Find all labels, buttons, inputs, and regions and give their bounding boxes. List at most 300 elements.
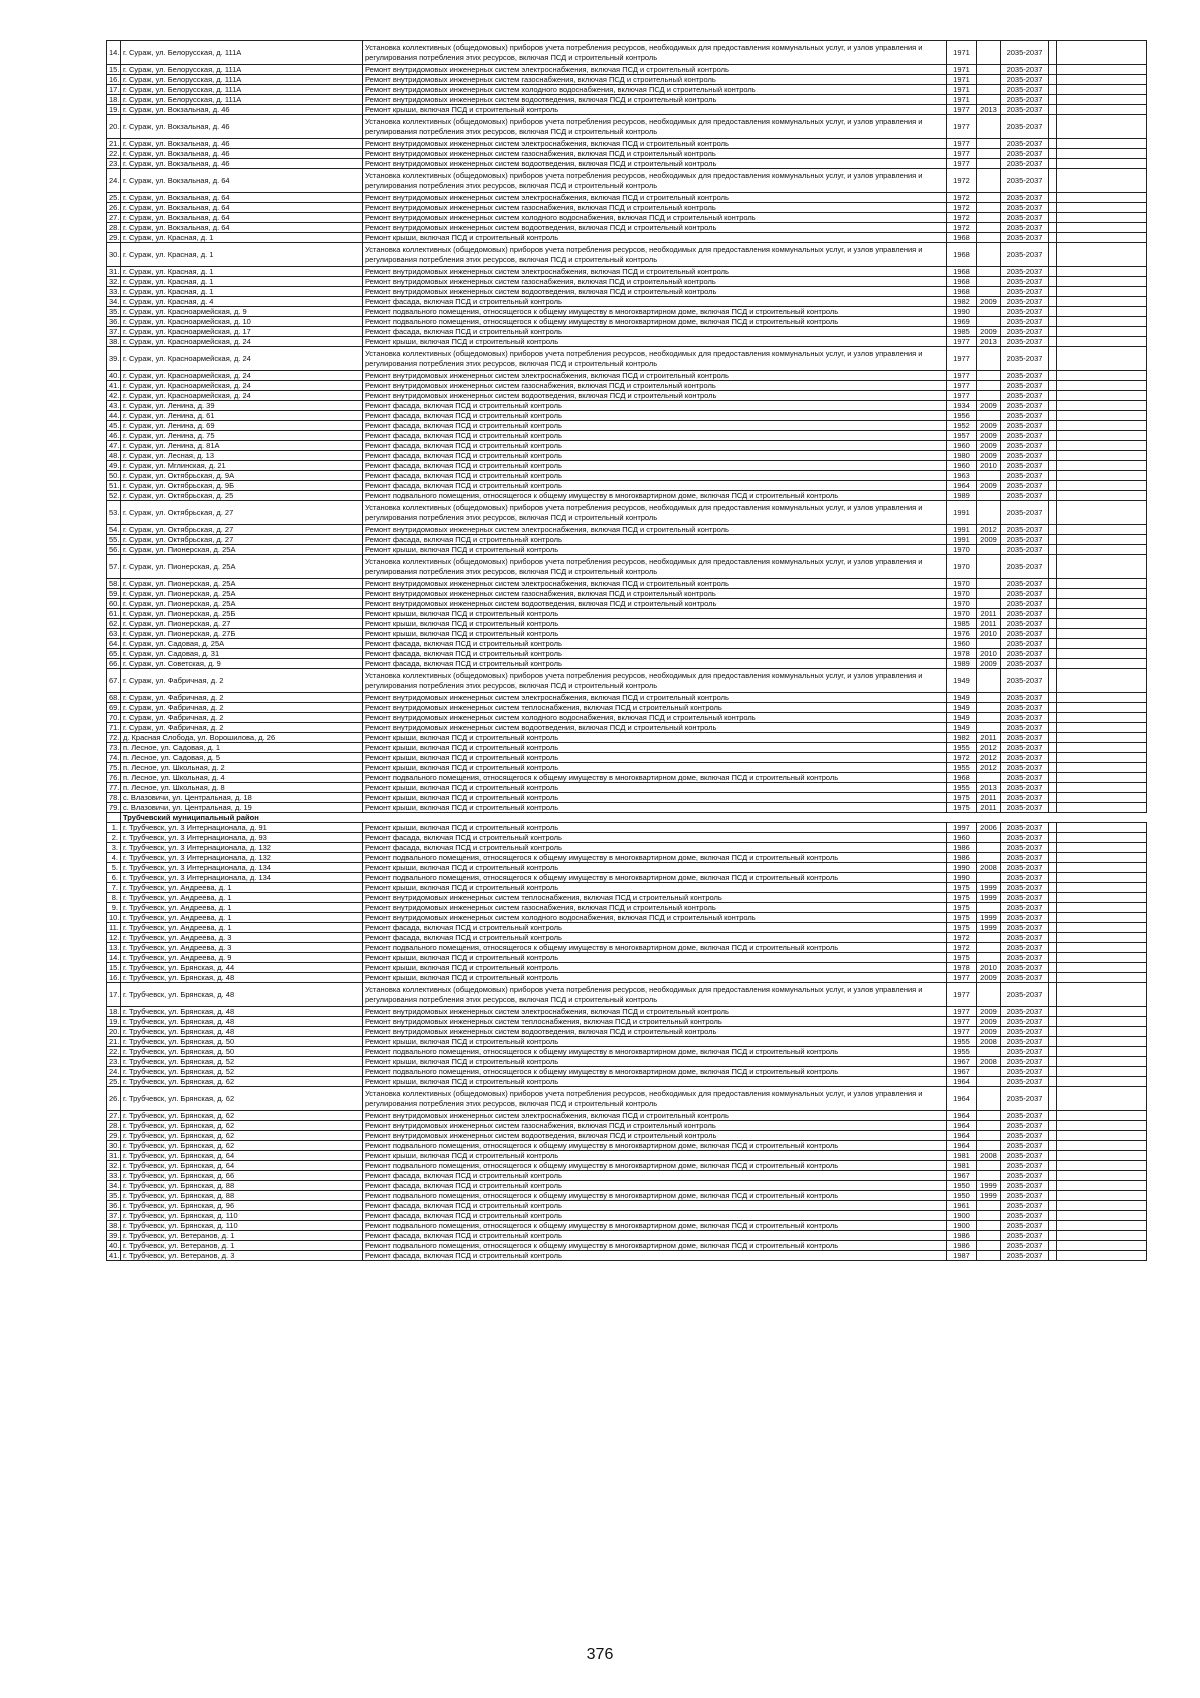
spacer-cell	[1049, 441, 1057, 451]
row-number: 70.	[107, 713, 121, 723]
table-row	[107, 713, 1147, 723]
row-number: 32.	[107, 277, 121, 287]
address-cell: г. Сураж, ул. Октябрьская, д. 25	[121, 491, 363, 501]
spacer-cell	[1049, 555, 1057, 579]
planned-period-cell: 2035-2037	[1001, 535, 1049, 545]
blank-cell	[1057, 953, 1147, 963]
last-repair-year-cell	[977, 953, 1001, 963]
spacer-cell	[1049, 75, 1057, 85]
row-number: 2.	[107, 833, 121, 843]
planned-period-cell: 2035-2037	[1001, 649, 1049, 659]
blank-cell	[1057, 193, 1147, 203]
work-type-cell: Ремонт внутридомовых инженерных систем холодного водоснабжения, включая ПСД и строительный контроль	[363, 913, 947, 923]
work-type-cell: Ремонт подвального помещения, относящегося к общему имуществу в многоквартирном доме, включая ПСД и строительный контроль	[363, 1067, 947, 1077]
year-built-cell: 1981	[947, 1161, 977, 1171]
work-type-cell: Ремонт подвального помещения, относящегося к общему имуществу в многоквартирном доме, включая ПСД и строительный контроль	[363, 1241, 947, 1251]
address-cell: г. Трубчевск, ул. Брянская, д. 96	[121, 1201, 363, 1211]
blank-cell	[1057, 1037, 1147, 1047]
blank-cell	[1057, 1131, 1147, 1141]
blank-cell	[1057, 833, 1147, 843]
address-cell: г. Сураж, ул. Пионерская, д. 25А	[121, 545, 363, 555]
last-repair-year-cell	[977, 307, 1001, 317]
address-cell: г. Сураж, ул. Советская, д. 9	[121, 659, 363, 669]
blank-cell	[1057, 629, 1147, 639]
planned-period-cell: 2035-2037	[1001, 589, 1049, 599]
last-repair-year-cell	[977, 115, 1001, 139]
blank-cell	[1057, 41, 1147, 65]
planned-period-cell: 2035-2037	[1001, 833, 1049, 843]
spacer-cell	[1049, 149, 1057, 159]
blank-cell	[1057, 451, 1147, 461]
last-repair-year-cell	[977, 1067, 1001, 1077]
planned-period-cell: 2035-2037	[1001, 1241, 1049, 1251]
address-cell: г. Сураж, ул. Белорусская, д. 111А	[121, 95, 363, 105]
blank-cell	[1057, 763, 1147, 773]
work-type-cell: Ремонт внутридомовых инженерных систем холодного водоснабжения, включая ПСД и строительный контроль	[363, 713, 947, 723]
last-repair-year-cell: 1999	[977, 883, 1001, 893]
address-cell: г. Трубчевск, ул. Брянская, д. 88	[121, 1191, 363, 1201]
blank-cell	[1057, 243, 1147, 267]
address-cell: г. Трубчевск, ул. Брянская, д. 62	[121, 1087, 363, 1111]
last-repair-year-cell: 2010	[977, 649, 1001, 659]
row-number: 39.	[107, 347, 121, 371]
blank-cell	[1057, 431, 1147, 441]
planned-period-cell: 2035-2037	[1001, 287, 1049, 297]
row-number: 65.	[107, 649, 121, 659]
work-type-cell: Ремонт фасада, включая ПСД и строительный контроль	[363, 297, 947, 307]
blank-cell	[1057, 933, 1147, 943]
work-type-cell: Ремонт фасада, включая ПСД и строительный контроль	[363, 1171, 947, 1181]
row-number: 14.	[107, 953, 121, 963]
row-number: 3.	[107, 843, 121, 853]
planned-period-cell: 2035-2037	[1001, 579, 1049, 589]
blank-cell	[1057, 753, 1147, 763]
spacer-cell	[1049, 883, 1057, 893]
last-repair-year-cell: 2012	[977, 525, 1001, 535]
address-cell: г. Трубчевск, ул. Брянская, д. 48	[121, 1007, 363, 1017]
year-built-cell: 1975	[947, 903, 977, 913]
spacer-cell	[1049, 973, 1057, 983]
row-number: 49.	[107, 461, 121, 471]
spacer-cell	[1049, 1027, 1057, 1037]
spacer-cell	[1049, 913, 1057, 923]
table-row	[107, 619, 1147, 629]
row-number: 19.	[107, 1017, 121, 1027]
year-built-cell: 1991	[947, 525, 977, 535]
blank-cell	[1057, 733, 1147, 743]
blank-cell	[1057, 1027, 1147, 1037]
last-repair-year-cell: 1999	[977, 923, 1001, 933]
planned-period-cell: 2035-2037	[1001, 95, 1049, 105]
year-built-cell: 1972	[947, 203, 977, 213]
address-cell: г. Трубчевск, ул. Брянская, д. 64	[121, 1161, 363, 1171]
work-type-cell: Ремонт подвального помещения, относящегося к общему имуществу в многоквартирном доме, включая ПСД и строительный контроль	[363, 317, 947, 327]
address-cell: г. Трубчевск, ул. Андреева, д. 3	[121, 943, 363, 953]
spacer-cell	[1049, 471, 1057, 481]
address-cell: г. Сураж, ул. Вокзальная, д. 46	[121, 115, 363, 139]
spacer-cell	[1049, 193, 1057, 203]
district-name: Трубчевский муниципальный район	[121, 813, 1147, 823]
address-cell: п. Лесное, ул. Школьная, д. 2	[121, 763, 363, 773]
planned-period-cell: 2035-2037	[1001, 1027, 1049, 1037]
planned-period-cell: 2035-2037	[1001, 983, 1049, 1007]
last-repair-year-cell: 2010	[977, 461, 1001, 471]
address-cell: г. Сураж, ул. Пионерская, д. 27	[121, 619, 363, 629]
year-built-cell: 1952	[947, 421, 977, 431]
address-cell: г. Трубчевск, ул. Брянская, д. 48	[121, 1027, 363, 1037]
table-row	[107, 525, 1147, 535]
spacer-cell	[1049, 327, 1057, 337]
blank-cell	[1057, 1047, 1147, 1057]
row-number: 35.	[107, 1191, 121, 1201]
year-built-cell: 1991	[947, 501, 977, 525]
year-built-cell: 1972	[947, 753, 977, 763]
address-cell: г. Трубчевск, ул. Брянская, д. 52	[121, 1057, 363, 1067]
blank-cell	[1057, 873, 1147, 883]
last-repair-year-cell	[977, 545, 1001, 555]
address-cell: г. Сураж, ул. Ленина, д. 75	[121, 431, 363, 441]
row-number: 25.	[107, 1077, 121, 1087]
spacer-cell	[1049, 461, 1057, 471]
blank-cell	[1057, 267, 1147, 277]
planned-period-cell: 2035-2037	[1001, 783, 1049, 793]
spacer-cell	[1049, 307, 1057, 317]
table-row	[107, 535, 1147, 545]
blank-cell	[1057, 381, 1147, 391]
work-type-cell: Ремонт крыши, включая ПСД и строительный контроль	[363, 609, 947, 619]
table-row	[107, 923, 1147, 933]
year-built-cell: 1977	[947, 1027, 977, 1037]
last-repair-year-cell	[977, 213, 1001, 223]
planned-period-cell: 2035-2037	[1001, 1037, 1049, 1047]
work-type-cell: Ремонт внутридомовых инженерных систем газоснабжения, включая ПСД и строительный контроль	[363, 1121, 947, 1131]
blank-cell	[1057, 149, 1147, 159]
address-cell: г. Трубчевск, ул. Брянская, д. 48	[121, 1017, 363, 1027]
address-cell: г. Трубчевск, ул. Андреева, д. 1	[121, 913, 363, 923]
address-cell: г. Сураж, ул. Красная, д. 1	[121, 243, 363, 267]
blank-cell	[1057, 337, 1147, 347]
blank-cell	[1057, 317, 1147, 327]
last-repair-year-cell: 2011	[977, 733, 1001, 743]
year-built-cell: 1982	[947, 733, 977, 743]
page-number: 376	[586, 1646, 614, 1663]
planned-period-cell: 2035-2037	[1001, 843, 1049, 853]
year-built-cell: 1968	[947, 267, 977, 277]
table-row	[107, 193, 1147, 203]
table-row	[107, 1141, 1147, 1151]
table-row	[107, 451, 1147, 461]
address-cell: г. Сураж, ул. Фабричная, д. 2	[121, 723, 363, 733]
last-repair-year-cell	[977, 75, 1001, 85]
planned-period-cell: 2035-2037	[1001, 1151, 1049, 1161]
last-repair-year-cell	[977, 669, 1001, 693]
address-cell: г. Сураж, ул. Октябрьская, д. 9Б	[121, 481, 363, 491]
last-repair-year-cell	[977, 723, 1001, 733]
work-type-cell: Ремонт крыши, включая ПСД и строительный контроль	[363, 545, 947, 555]
blank-cell	[1057, 923, 1147, 933]
row-number: 21.	[107, 139, 121, 149]
table-row	[107, 703, 1147, 713]
row-number: 27.	[107, 1111, 121, 1121]
year-built-cell: 1977	[947, 381, 977, 391]
last-repair-year-cell: 2008	[977, 863, 1001, 873]
last-repair-year-cell: 2006	[977, 823, 1001, 833]
year-built-cell: 1975	[947, 953, 977, 963]
planned-period-cell: 2035-2037	[1001, 1057, 1049, 1067]
work-type-cell: Ремонт фасада, включая ПСД и строительный контроль	[363, 421, 947, 431]
address-cell: г. Сураж, ул. Ленина, д. 81А	[121, 441, 363, 451]
blank-cell	[1057, 1111, 1147, 1121]
planned-period-cell: 2035-2037	[1001, 1191, 1049, 1201]
blank-cell	[1057, 1151, 1147, 1161]
planned-period-cell: 2035-2037	[1001, 391, 1049, 401]
last-repair-year-cell: 2013	[977, 783, 1001, 793]
work-type-cell: Ремонт подвального помещения, относящегося к общему имуществу в многоквартирном доме, включая ПСД и строительный контроль	[363, 773, 947, 783]
blank-cell	[1057, 233, 1147, 243]
table-row	[107, 1221, 1147, 1231]
table-row	[107, 95, 1147, 105]
row-number: 16.	[107, 75, 121, 85]
address-cell: г. Сураж, ул. Красноармейская, д. 24	[121, 371, 363, 381]
work-type-cell: Ремонт фасада, включая ПСД и строительный контроль	[363, 1211, 947, 1221]
last-repair-year-cell: 2011	[977, 609, 1001, 619]
address-cell: г. Сураж, ул. Ленина, д. 69	[121, 421, 363, 431]
spacer-cell	[1049, 1221, 1057, 1231]
table-row	[107, 1171, 1147, 1181]
last-repair-year-cell	[977, 169, 1001, 193]
planned-period-cell: 2035-2037	[1001, 733, 1049, 743]
blank-cell	[1057, 1171, 1147, 1181]
work-type-cell: Ремонт внутридомовых инженерных систем теплоснабжения, включая ПСД и строительный контроль	[363, 893, 947, 903]
table-row	[107, 873, 1147, 883]
spacer-cell	[1049, 391, 1057, 401]
planned-period-cell: 2035-2037	[1001, 41, 1049, 65]
spacer-cell	[1049, 267, 1057, 277]
year-built-cell: 1972	[947, 213, 977, 223]
planned-period-cell: 2035-2037	[1001, 1181, 1049, 1191]
work-type-cell: Ремонт внутридомовых инженерных систем газоснабжения, включая ПСД и строительный контроль	[363, 75, 947, 85]
table-row	[107, 659, 1147, 669]
blank-cell	[1057, 903, 1147, 913]
address-cell: г. Сураж, ул. Октябрьская, д. 27	[121, 525, 363, 535]
planned-period-cell: 2035-2037	[1001, 297, 1049, 307]
row-number: 39.	[107, 1231, 121, 1241]
table-row	[107, 843, 1147, 853]
address-cell: г. Сураж, ул. Пионерская, д. 25Б	[121, 609, 363, 619]
planned-period-cell: 2035-2037	[1001, 159, 1049, 169]
planned-period-cell: 2035-2037	[1001, 277, 1049, 287]
row-number: 29.	[107, 1131, 121, 1141]
year-built-cell: 1964	[947, 1131, 977, 1141]
planned-period-cell: 2035-2037	[1001, 317, 1049, 327]
blank-cell	[1057, 693, 1147, 703]
table-row	[107, 933, 1147, 943]
row-number: 63.	[107, 629, 121, 639]
row-number: 36.	[107, 317, 121, 327]
row-number: 54.	[107, 525, 121, 535]
last-repair-year-cell	[977, 277, 1001, 287]
year-built-cell: 1986	[947, 843, 977, 853]
year-built-cell: 1971	[947, 75, 977, 85]
last-repair-year-cell	[977, 589, 1001, 599]
year-built-cell: 1980	[947, 451, 977, 461]
spacer-cell	[1049, 545, 1057, 555]
address-cell: г. Сураж, ул. Вокзальная, д. 64	[121, 203, 363, 213]
planned-period-cell: 2035-2037	[1001, 1047, 1049, 1057]
work-type-cell: Ремонт фасада, включая ПСД и строительный контроль	[363, 1201, 947, 1211]
planned-period-cell: 2035-2037	[1001, 193, 1049, 203]
table-row	[107, 823, 1147, 833]
work-type-cell: Ремонт фасада, включая ПСД и строительный контроль	[363, 401, 947, 411]
row-number: 37.	[107, 1211, 121, 1221]
blank-cell	[1057, 649, 1147, 659]
year-built-cell: 1960	[947, 639, 977, 649]
table-row	[107, 223, 1147, 233]
spacer-cell	[1049, 115, 1057, 139]
district-header-spacer	[107, 813, 121, 823]
table-row	[107, 115, 1147, 139]
year-built-cell: 1964	[947, 1077, 977, 1087]
row-number: 33.	[107, 287, 121, 297]
address-cell: г. Сураж, ул. Пионерская, д. 25А	[121, 555, 363, 579]
planned-period-cell: 2035-2037	[1001, 1221, 1049, 1231]
last-repair-year-cell	[977, 1047, 1001, 1057]
work-type-cell: Установка коллективных (общедомовых) приборов учета потребления ресурсов, необходимых для предоставления коммунальных услуг, и узлов управления и регулирования потребления этих ресурсов, включая ПСД и строительный контроль	[363, 555, 947, 579]
work-type-cell: Ремонт подвального помещения, относящегося к общему имуществу в многоквартирном доме, включая ПСД и строительный контроль	[363, 943, 947, 953]
planned-period-cell: 2035-2037	[1001, 481, 1049, 491]
row-number: 46.	[107, 431, 121, 441]
work-type-cell: Установка коллективных (общедомовых) приборов учета потребления ресурсов, необходимых для предоставления коммунальных услуг, и узлов управления и регулирования потребления этих ресурсов, включая ПСД и строительный контроль	[363, 169, 947, 193]
year-built-cell: 1964	[947, 481, 977, 491]
spacer-cell	[1049, 1201, 1057, 1211]
blank-cell	[1057, 973, 1147, 983]
year-built-cell: 1975	[947, 803, 977, 813]
row-number: 6.	[107, 873, 121, 883]
spacer-cell	[1049, 233, 1057, 243]
address-cell: д. Красная Слобода, ул. Ворошилова, д. 26	[121, 733, 363, 743]
spacer-cell	[1049, 733, 1057, 743]
table-row	[107, 793, 1147, 803]
address-cell: г. Трубчевск, ул. Брянская, д. 62	[121, 1141, 363, 1151]
address-cell: г. Трубчевск, ул. Брянская, д. 88	[121, 1181, 363, 1191]
year-built-cell: 1967	[947, 1057, 977, 1067]
table-row	[107, 1037, 1147, 1047]
address-cell: г. Сураж, ул. Красноармейская, д. 9	[121, 307, 363, 317]
address-cell: г. Сураж, ул. Фабричная, д. 2	[121, 693, 363, 703]
blank-cell	[1057, 481, 1147, 491]
last-repair-year-cell	[977, 1161, 1001, 1171]
spacer-cell	[1049, 743, 1057, 753]
row-number: 75.	[107, 763, 121, 773]
row-number: 10.	[107, 913, 121, 923]
address-cell: г. Сураж, ул. Октябрьская, д. 27	[121, 535, 363, 545]
work-type-cell: Ремонт фасада, включая ПСД и строительный контроль	[363, 923, 947, 933]
year-built-cell: 1987	[947, 1251, 977, 1261]
blank-cell	[1057, 535, 1147, 545]
row-number: 64.	[107, 639, 121, 649]
table-row	[107, 669, 1147, 693]
year-built-cell: 1986	[947, 853, 977, 863]
work-type-cell: Ремонт крыши, включая ПСД и строительный контроль	[363, 823, 947, 833]
year-built-cell: 1964	[947, 1121, 977, 1131]
blank-cell	[1057, 1007, 1147, 1017]
work-type-cell: Ремонт фасада, включая ПСД и строительный контроль	[363, 1251, 947, 1261]
year-built-cell: 1977	[947, 391, 977, 401]
row-number: 34.	[107, 297, 121, 307]
blank-cell	[1057, 783, 1147, 793]
row-number: 56.	[107, 545, 121, 555]
spacer-cell	[1049, 525, 1057, 535]
blank-cell	[1057, 411, 1147, 421]
table-row	[107, 983, 1147, 1007]
spacer-cell	[1049, 703, 1057, 713]
planned-period-cell: 2035-2037	[1001, 491, 1049, 501]
work-type-cell: Установка коллективных (общедомовых) приборов учета потребления ресурсов, необходимых для предоставления коммунальных услуг, и узлов управления и регулирования потребления этих ресурсов, включая ПСД и строительный контроль	[363, 669, 947, 693]
last-repair-year-cell	[977, 1231, 1001, 1241]
spacer-cell	[1049, 1057, 1057, 1067]
work-type-cell: Ремонт крыши, включая ПСД и строительный контроль	[363, 883, 947, 893]
address-cell: г. Сураж, ул. Красноармейская, д. 10	[121, 317, 363, 327]
table-row	[107, 371, 1147, 381]
planned-period-cell: 2035-2037	[1001, 233, 1049, 243]
planned-period-cell: 2035-2037	[1001, 883, 1049, 893]
row-number: 19.	[107, 105, 121, 115]
planned-period-cell: 2035-2037	[1001, 1171, 1049, 1181]
table-row	[107, 381, 1147, 391]
address-cell: г. Трубчевск, ул. Брянская, д. 50	[121, 1047, 363, 1057]
planned-period-cell: 2035-2037	[1001, 793, 1049, 803]
spacer-cell	[1049, 371, 1057, 381]
spacer-cell	[1049, 1077, 1057, 1087]
table-row	[107, 953, 1147, 963]
planned-period-cell: 2035-2037	[1001, 873, 1049, 883]
spacer-cell	[1049, 763, 1057, 773]
address-cell: г. Сураж, ул. Красная, д. 1	[121, 277, 363, 287]
last-repair-year-cell	[977, 41, 1001, 65]
spacer-cell	[1049, 773, 1057, 783]
row-number: 40.	[107, 371, 121, 381]
work-type-cell: Ремонт внутридомовых инженерных систем электроснабжения, включая ПСД и строительный контроль	[363, 371, 947, 381]
spacer-cell	[1049, 297, 1057, 307]
spacer-cell	[1049, 923, 1057, 933]
row-number: 34.	[107, 1181, 121, 1191]
table-row	[107, 481, 1147, 491]
blank-cell	[1057, 95, 1147, 105]
blank-cell	[1057, 1211, 1147, 1221]
planned-period-cell: 2035-2037	[1001, 773, 1049, 783]
planned-period-cell: 2035-2037	[1001, 903, 1049, 913]
row-number: 41.	[107, 1251, 121, 1261]
planned-period-cell: 2035-2037	[1001, 347, 1049, 371]
planned-period-cell: 2035-2037	[1001, 743, 1049, 753]
work-type-cell: Ремонт подвального помещения, относящегося к общему имуществу в многоквартирном доме, включая ПСД и строительный контроль	[363, 873, 947, 883]
year-built-cell: 1977	[947, 337, 977, 347]
work-type-cell: Ремонт крыши, включая ПСД и строительный контроль	[363, 963, 947, 973]
year-built-cell: 1985	[947, 619, 977, 629]
spacer-cell	[1049, 933, 1057, 943]
blank-cell	[1057, 743, 1147, 753]
planned-period-cell: 2035-2037	[1001, 963, 1049, 973]
year-built-cell: 1970	[947, 589, 977, 599]
last-repair-year-cell	[977, 193, 1001, 203]
spacer-cell	[1049, 1037, 1057, 1047]
work-type-cell: Ремонт внутридомовых инженерных систем водоотведения, включая ПСД и строительный контроль	[363, 95, 947, 105]
table-row	[107, 723, 1147, 733]
year-built-cell: 1964	[947, 1141, 977, 1151]
spacer-cell	[1049, 287, 1057, 297]
spacer-cell	[1049, 1231, 1057, 1241]
spacer-cell	[1049, 619, 1057, 629]
